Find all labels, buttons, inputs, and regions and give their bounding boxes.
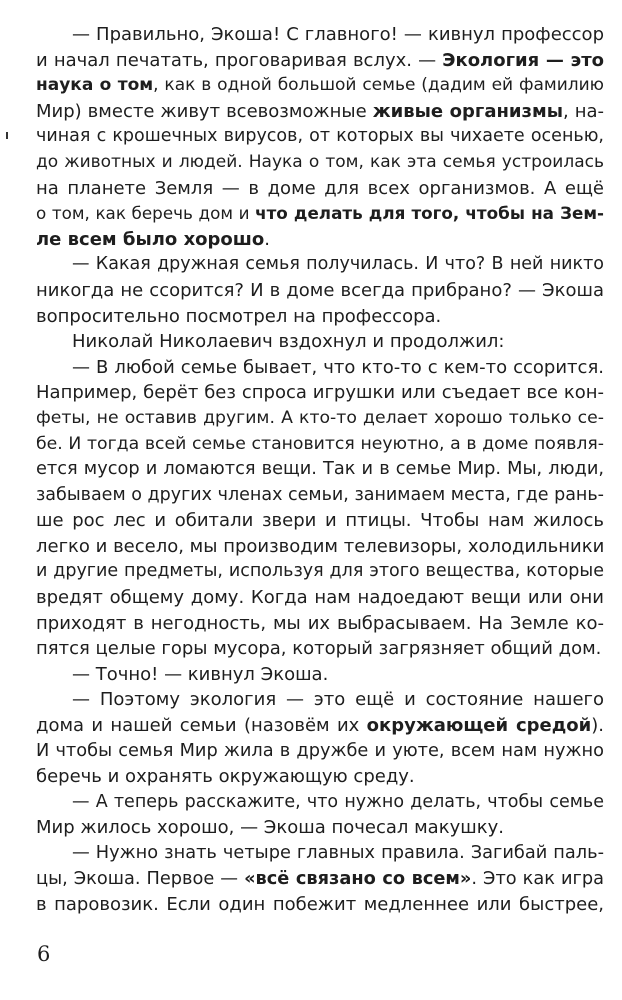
- margin-mark: [6, 132, 8, 139]
- text-segment: о том, как беречь дом и: [36, 203, 256, 224]
- text-segment: ше рос лес и обитали звери и птицы. Чтобы нам жилось: [36, 510, 604, 532]
- text-line: [36, 380, 604, 406]
- text-segment: . Это как игра: [471, 868, 604, 889]
- text-segment: в паровозик. Если один побежит медленнее или быстрее,: [36, 894, 604, 916]
- text-line: [36, 201, 604, 227]
- text-segment: ется мусор и ломаются вещи. Так и в семье Мир. Мы, люди,: [36, 459, 604, 480]
- text-line: [36, 227, 604, 253]
- text-segment: и начал печатать, проговаривая вслух. —: [36, 49, 443, 71]
- text-line: [36, 892, 604, 918]
- text-line: [36, 304, 604, 330]
- text-segment: — Нужно знать четыре главных правила. Загибай паль-: [72, 843, 604, 863]
- text-segment: цы, Экоша. Первое —: [36, 868, 245, 889]
- text-segment: вопросительно посмотрел на профессора.: [36, 305, 442, 327]
- text-line: [36, 124, 604, 150]
- text-line: [36, 559, 604, 585]
- bold-text: что делать для того, чтобы на Зем-: [255, 203, 604, 224]
- bold-text: окружающей средой: [366, 715, 592, 737]
- text-segment: бе. И тогда всей семье становится неуютно, а в доме появля-: [36, 433, 604, 454]
- text-line: [36, 329, 604, 355]
- text-line: [36, 739, 604, 765]
- text-segment: легко и весело, мы производим телевизоры, холодильники: [36, 535, 605, 557]
- bold-text: Экология — это: [442, 49, 605, 71]
- text-line: [36, 713, 604, 739]
- text-line: [36, 636, 604, 662]
- text-line: [36, 508, 604, 534]
- text-line: [36, 841, 604, 867]
- text-segment: — В любой семье бывает, что кто-то с кем-то ссорится.: [72, 356, 604, 378]
- text-segment: чиная с крошечных вирусов, от которых вы чихаете осенью,: [36, 126, 604, 147]
- body-text: [36, 22, 604, 918]
- text-line: [36, 99, 604, 125]
- text-segment: Мир жилось хорошо, — Экоша почесал макушку.: [36, 817, 504, 839]
- text-segment: , как в одной большой семье (дадим ей фамилию: [153, 75, 604, 96]
- text-segment: до животных и людей. Наука о том, как эта семья устроилась: [36, 151, 604, 172]
- text-line: [36, 815, 604, 841]
- text-line: [36, 22, 604, 48]
- text-segment: дома и нашей семьи (назовём их: [36, 715, 367, 737]
- text-line: [36, 585, 604, 611]
- text-line: [36, 355, 604, 381]
- text-segment: никогда не ссорится? И в доме всегда прибрано? — Экоша: [36, 279, 604, 301]
- text-line: [36, 662, 604, 688]
- text-segment: — Правильно, Экоша! С главного! — кивнул профессор: [72, 24, 604, 45]
- text-line: [36, 176, 604, 202]
- text-line: [36, 867, 604, 893]
- text-segment: феты, не оставив другим. А кто-то делает хорошо только се-: [36, 407, 604, 428]
- bold-text: наука о том: [36, 75, 154, 96]
- text-segment: ).: [591, 715, 604, 737]
- text-line: [36, 457, 604, 483]
- text-segment: — Поэтому экология — это ещё и состояние нашего: [72, 689, 604, 711]
- text-line: [36, 48, 604, 74]
- text-line: [36, 687, 604, 713]
- text-segment: — А теперь расскажите, что нужно делать, чтобы семье: [72, 791, 604, 812]
- bold-text: «всё связано со всем»: [244, 868, 472, 889]
- text-line: [36, 764, 604, 790]
- text-segment: , на-: [562, 100, 605, 122]
- text-segment: Николай Николаевич вздохнул и продолжил:: [72, 331, 505, 353]
- text-segment: Мир) вместе живут всевозможные: [36, 100, 373, 122]
- text-line: [36, 790, 604, 816]
- text-segment: и другие предметы, используя для этого вещества, которые: [36, 561, 604, 582]
- text-segment: — Точно! — кивнул Экоша.: [72, 663, 329, 685]
- text-line: [36, 278, 604, 304]
- text-segment: пятся целые горы мусора, который загрязняет общий дом.: [36, 638, 602, 660]
- text-segment: забываем о других членах семьи, занимаем места, где рань-: [36, 484, 604, 505]
- page-number: 6: [37, 942, 51, 966]
- text-segment: — Какая дружная семья получилась. И что? В ней никто: [72, 254, 604, 275]
- text-line: [36, 252, 604, 278]
- bold-text: живые организмы: [372, 100, 563, 122]
- text-line: [36, 150, 604, 176]
- text-line: [36, 73, 604, 99]
- bold-text: ле всем было хорошо: [36, 228, 265, 250]
- text-line: [36, 406, 604, 432]
- text-segment: вредят общему дому. Когда нам надоедают вещи или они: [36, 587, 604, 609]
- text-segment: приходят в негодность, мы их выбрасываем. На Земле ко-: [36, 612, 604, 634]
- text-line: [36, 611, 604, 637]
- text-segment: .: [264, 228, 271, 250]
- text-line: [36, 432, 604, 458]
- text-segment: беречь и охранять окружающую среду.: [36, 766, 415, 788]
- text-line: [36, 534, 604, 560]
- text-segment: И чтобы семья Мир жила в дружбе и уюте, всем нам нужно: [36, 740, 604, 761]
- text-line: [36, 483, 604, 509]
- text-segment: Например, берёт без спроса игрушки или съедает все кон-: [36, 382, 604, 404]
- text-segment: на планете Земля — в доме для всех организмов. А ещё: [36, 177, 604, 199]
